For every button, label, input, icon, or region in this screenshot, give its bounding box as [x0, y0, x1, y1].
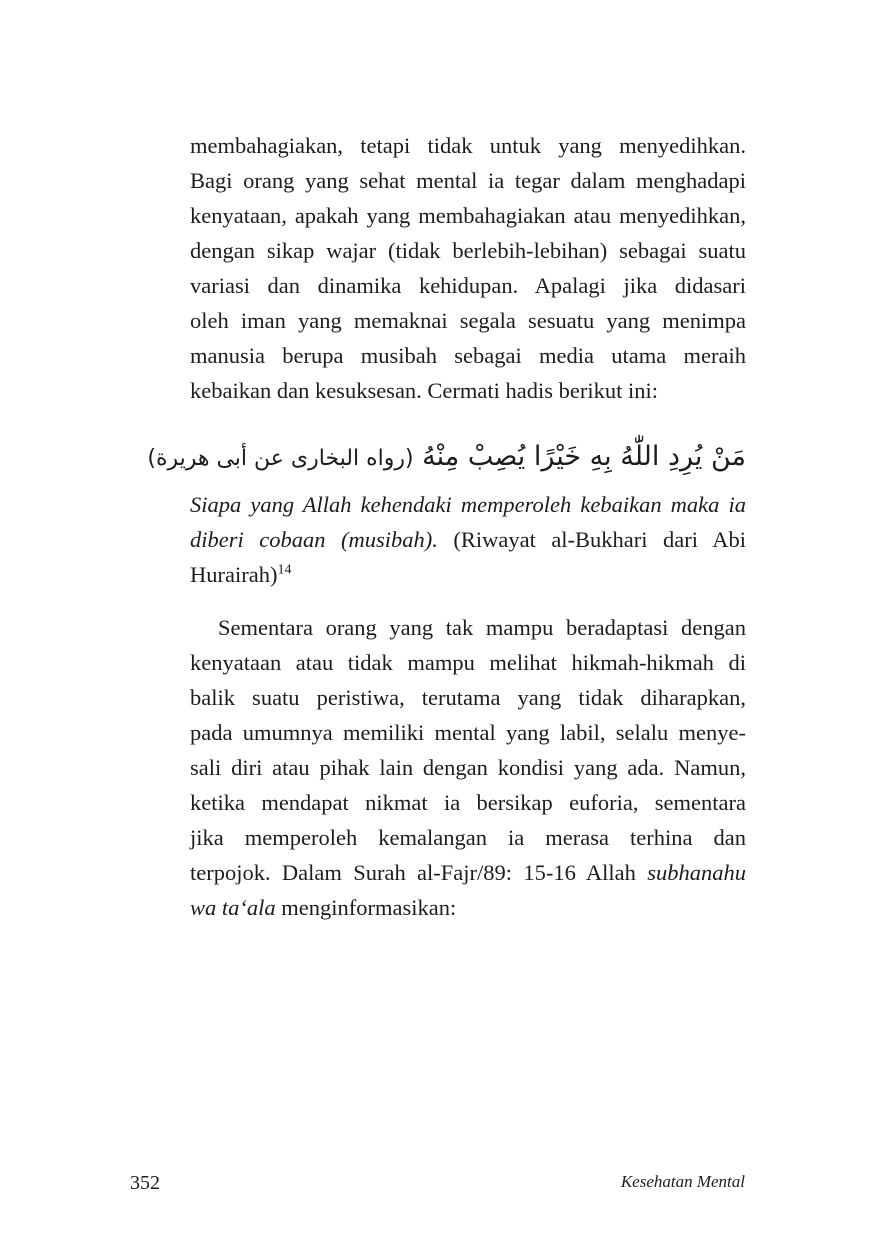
text-line [190, 890, 746, 925]
hadith-translation [190, 487, 746, 592]
text-line: balik suatu peristiwa, terutama yang tidak diharapkan, [190, 685, 746, 710]
text-italic: wa ta‘ala [190, 895, 276, 920]
footnote-marker: 14 [277, 562, 292, 578]
text-plain: menginformasikan: [275, 895, 457, 920]
hadith-arabic-text: مَنْ يُرِدِ اللّٰهُ بِهِ خَيْرًا يُصِبْ مِنْهُ [422, 441, 746, 472]
translation-italic: diberi cobaan ( [190, 527, 349, 552]
text-line: pada umumnya memiliki mental yang labil, selalu menye- [190, 720, 746, 745]
text-line: Sementara orang yang tak mampu beradaptasi dengan [218, 615, 746, 640]
translation-italic: Siapa yang Allah kehendaki memperoleh kebaikan maka ia [190, 492, 746, 517]
running-footer-title: Kesehatan Mental [620, 1172, 745, 1191]
text-line: kenyataan, apakah yang membahagiakan atau menyedihkan, [190, 203, 746, 228]
text-line: variasi dan dinamika kehidupan. Apalagi jika didasari [190, 273, 746, 298]
text-line: manusia berupa musibah sebagai media utama meraih [190, 343, 746, 368]
text-italic: subhanahu [647, 860, 746, 885]
translation-line [190, 557, 746, 592]
translation-line [190, 487, 746, 522]
paragraph-1 [190, 128, 746, 408]
text-line [190, 855, 746, 890]
text-line: Bagi orang yang sehat mental ia tegar dalam menghadapi [190, 168, 746, 193]
text-plain: terpojok. Dalam Surah al-Fajr/89: 15-16 Allah [190, 860, 648, 885]
translation-line [190, 522, 746, 557]
translation-italic: ). [424, 527, 438, 552]
text-line: kenyataan atau tidak mampu melihat hikmah-hikmah di [190, 650, 746, 675]
text-line: dengan sikap wajar (tidak berlebih-lebihan) sebagai suatu [190, 238, 746, 263]
translation-riwayat: Hurairah) [190, 562, 278, 587]
text-line: membahagiakan, tetapi tidak untuk yang menyedihkan. [190, 133, 746, 158]
hadith-reference: (رواه البخارى عن أبى هريرة) [147, 446, 414, 471]
text-line: jika memperoleh kemalangan ia merasa terhina dan [190, 825, 746, 850]
translation-riwayat: (Riwayat al-Bukhari dari Abi [437, 527, 746, 552]
text-line: oleh iman yang memaknai segala sesuatu yang menimpa [190, 308, 746, 333]
text-line: kebaikan dan kesuksesan. Cermati hadis berikut ini: [190, 378, 659, 403]
text-line: ketika mendapat nikmat ia bersikap euforia, sementara [190, 790, 746, 815]
translation-italic-musibah: musibah [348, 527, 425, 552]
paragraph-2 [190, 610, 746, 925]
text-line: sali diri atau pihak lain dengan kondisi yang ada. Namun, [190, 755, 746, 780]
hadith-arabic [147, 432, 746, 484]
page-number: 352 [130, 1172, 160, 1194]
